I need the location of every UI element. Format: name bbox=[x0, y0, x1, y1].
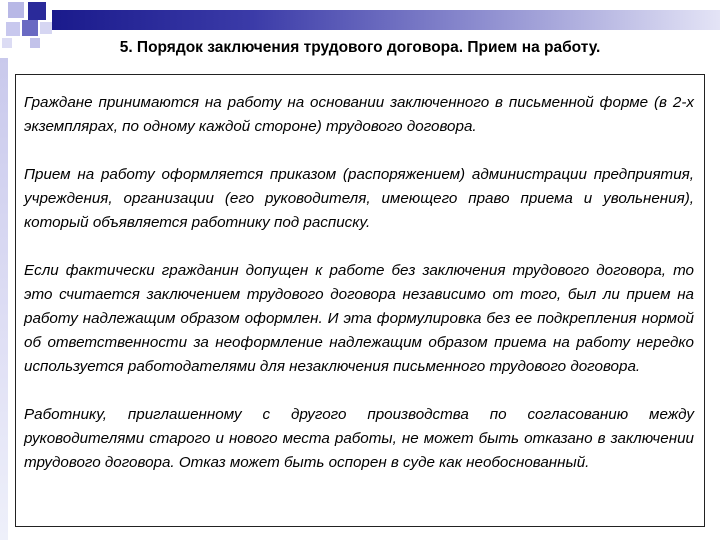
decor-square bbox=[8, 2, 24, 18]
paragraph-3: Если фактически гражданин допущен к работе без заключения трудового договора, то это считается заключением трудового договора независимо от того, был ли прием на работу надлежащим образом оформлен. И эта формулировка без ее подкрепления нормой об ответственности за неоформление надлежащим образом приема на работу нередко используется работодателями для незаключения письменного трудового договора. bbox=[24, 262, 694, 375]
header-gradient-bar bbox=[52, 10, 720, 30]
content-box bbox=[15, 74, 705, 527]
slide-title: 5. Порядок заключения трудового договора. Прием на работу. bbox=[119, 39, 601, 56]
decor-square bbox=[22, 20, 38, 36]
paragraph-4: Работнику, приглашенному с другого производства по согласованию между руководителями старого и нового места работы, не может быть отказано в заключении трудового договора. Отказ может быть оспорен в суде как необоснованный. bbox=[24, 406, 694, 471]
decor-square bbox=[40, 22, 52, 34]
paragraph-1: Граждане принимаются на работу на основании заключенного в письменной форме (в 2-х экземплярах, по одному каждой стороне) трудового договора. bbox=[24, 94, 694, 135]
decor-square bbox=[28, 2, 46, 20]
paragraph-2: Прием на работу оформляется приказом (распоряжением) администрации предприятия, учреждения, организации (его руководителя, имеющего право приема и увольнения), который объявляется работнику под расписку. bbox=[24, 166, 694, 231]
decor-square bbox=[2, 38, 12, 48]
decor-square bbox=[6, 22, 20, 36]
left-decorative-band bbox=[0, 58, 8, 540]
